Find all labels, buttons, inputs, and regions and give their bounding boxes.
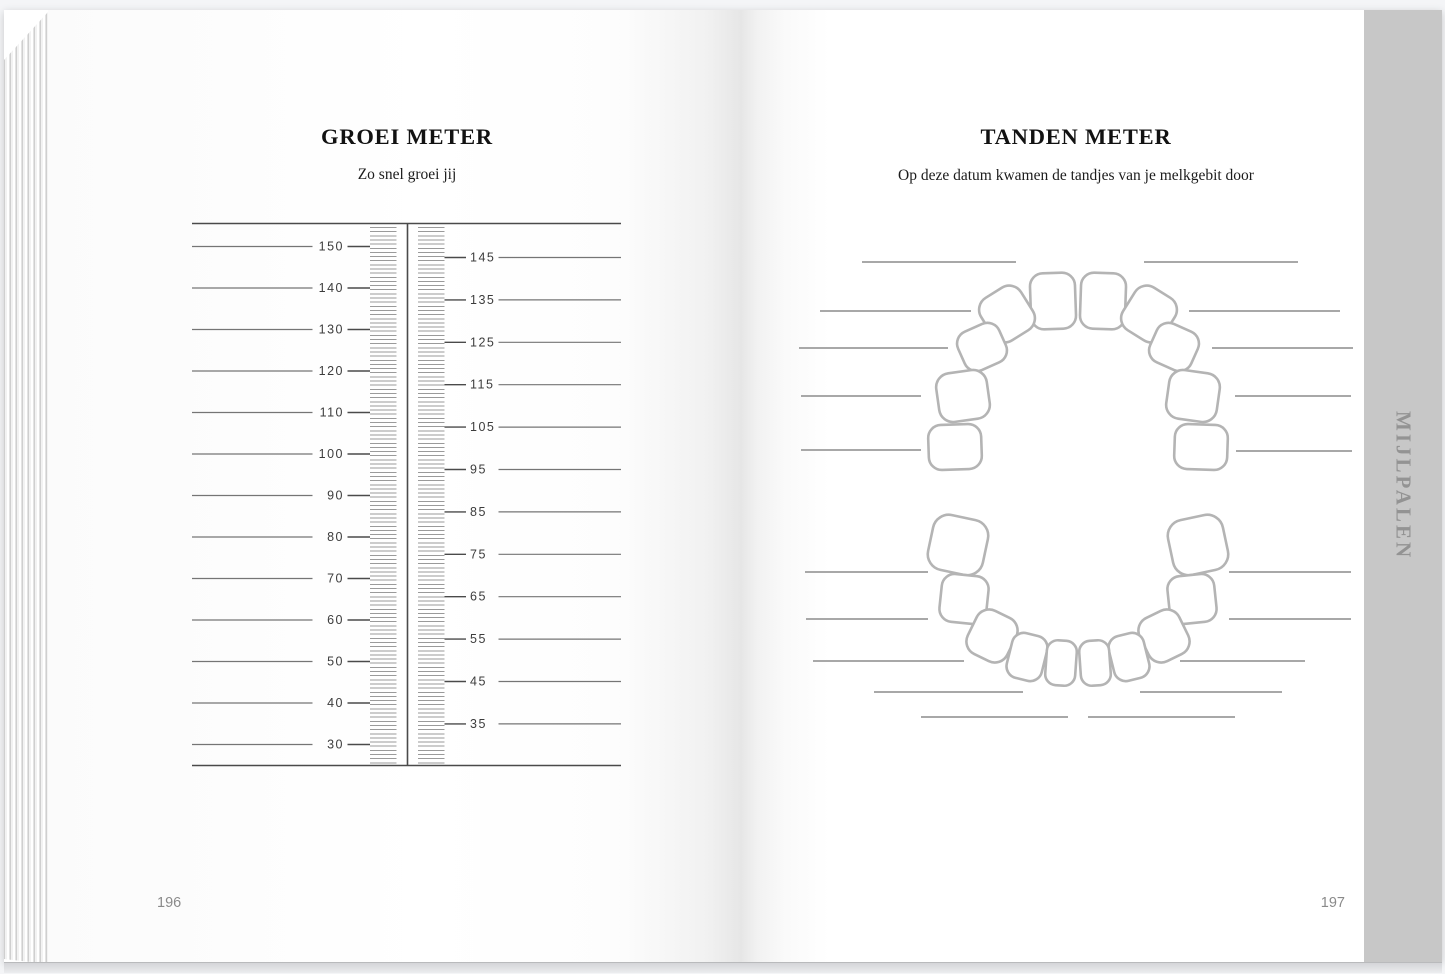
ruler-scale-label: 30: [327, 737, 344, 752]
tooth-outline: [1165, 512, 1231, 578]
ruler-scale-label: 55: [470, 632, 487, 647]
ruler-scale-label: 35: [470, 716, 487, 731]
page-stack-edge: [4, 10, 48, 964]
tooth-outline: [1044, 640, 1077, 687]
ruler-scale-label: 80: [327, 530, 344, 544]
growth-page-title: GROEI METER: [321, 124, 493, 149]
tooth-outline: [928, 424, 983, 471]
tooth-outline: [1174, 424, 1229, 471]
ruler-scale-label: 85: [470, 504, 487, 519]
ruler-scale-label: 65: [470, 589, 487, 604]
tooth-outline: [925, 512, 991, 578]
teeth-diagram: [780, 245, 1375, 740]
ruler-scale-label: 135: [470, 292, 496, 307]
ruler-scale-label: 110: [319, 405, 344, 420]
ruler-scale-label: 75: [470, 547, 487, 562]
milestones-tab: [1364, 10, 1442, 962]
ruler-scale-label: 105: [470, 420, 496, 435]
ruler-scale-label: 50: [327, 654, 344, 669]
ruler-scale-label: 70: [327, 571, 344, 586]
ruler-scale-label: 100: [318, 447, 344, 461]
milestones-tab-label: MIJLPALEN: [1391, 411, 1416, 561]
page-number-right: 197: [1320, 895, 1345, 911]
tooth-outline: [1080, 272, 1127, 330]
ruler-scale-label: 140: [318, 281, 344, 295]
ruler-scale-label: 145: [470, 250, 496, 265]
page-number-left: 196: [157, 895, 182, 911]
book-bottom-edge: [4, 962, 1442, 973]
ruler-scale-label: 40: [327, 696, 344, 710]
teeth-page-title: TANDEN METER: [980, 124, 1172, 149]
ruler-scale-label: 60: [327, 613, 344, 627]
tooth-outline: [1078, 640, 1111, 687]
ruler-scale-label: 90: [327, 488, 344, 503]
ruler-scale-label: 95: [470, 462, 487, 477]
tooth-outline: [1030, 272, 1077, 330]
growth-ruler: [185, 215, 630, 775]
tooth-outline: [1164, 368, 1221, 424]
ruler-scale-label: 125: [470, 335, 496, 350]
ruler-scale-label: 130: [318, 322, 344, 337]
ruler-scale-label: 120: [318, 364, 344, 378]
ruler-scale-label: 45: [470, 674, 487, 689]
ruler-scale-label: 150: [318, 239, 344, 254]
tooth-outline: [934, 368, 991, 424]
ruler-scale-label: 115: [470, 377, 495, 392]
teeth-page-subtitle: Op deze datum kwamen de tandjes van je melkgebit door: [898, 167, 1254, 184]
growth-page-subtitle: Zo snel groei jij: [357, 166, 457, 183]
